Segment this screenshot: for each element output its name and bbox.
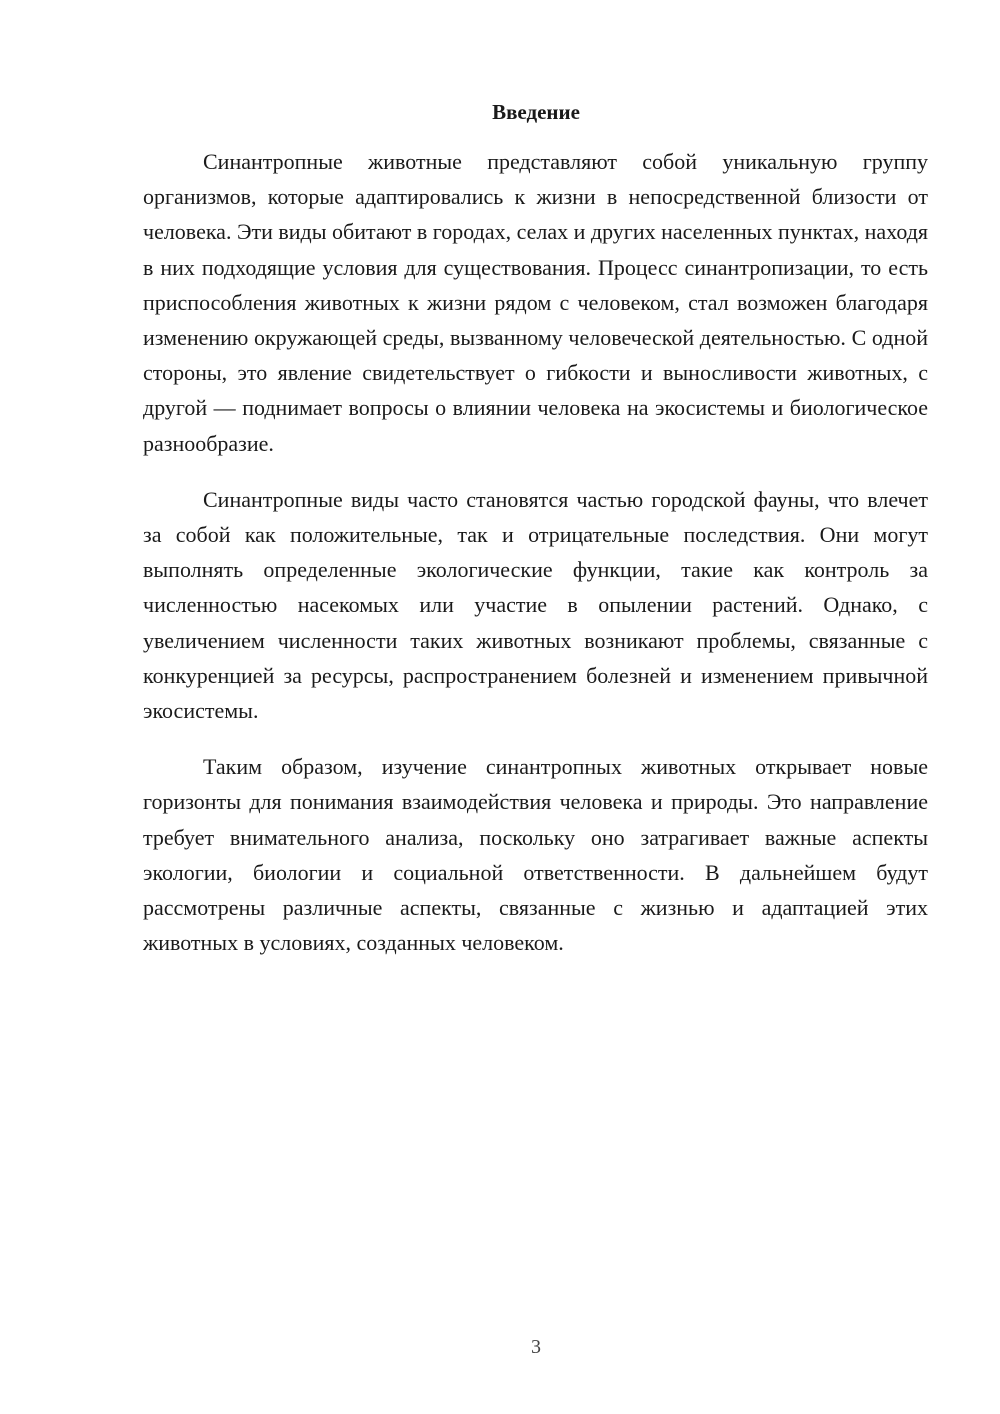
section-title: Введение [492,100,580,124]
paragraph-3: Таким образом, изучение синантропных животных открывает новые горизонты для понимания взаимодействия человека и природы. Это направление требует внимательного анализа, поскольку оно затрагивает важные аспекты экологии, биологии и социальной ответственности. В дальнейшем будут рассмотрены различные аспекты, связанные с жизнью и адаптацией этих животных в условиях, созданных человеком. [143,754,928,956]
body-text [143,144,928,981]
paragraph-2: Синантропные виды часто становятся частью городской фауны, что влечет за собой как положительные, так и отрицательные последствия. Они могут выполнять определенные экологические функции, такие как контроль за численностью насекомых или участие в опылении растений. Однако, с увеличением численности таких животных возникают проблемы, связанные с конкуренцией за ресурсы, распространением болезней и изменением привычной экосистемы. [143,486,928,724]
paragraph-1: Синантропные животные представляют собой уникальную группу организмов, которые адаптировались к жизни в непосредственной близости от человека. Эти виды обитают в городах, селах и других населенных пунктах, находя в них подходящие условия для существования. Процесс синантропизации, то есть приспособления животных к жизни рядом с человеком, стал возможен благодаря изменению окружающей среды, вызванному человеческой деятельностью. С одной стороны, это явление свидетельствует о гибкости и выносливости животных, с другой — поднимает вопросы о влиянии человека на экосистемы и биологическое разнообразие. [143,149,928,456]
page-number: 3 [531,1336,541,1358]
